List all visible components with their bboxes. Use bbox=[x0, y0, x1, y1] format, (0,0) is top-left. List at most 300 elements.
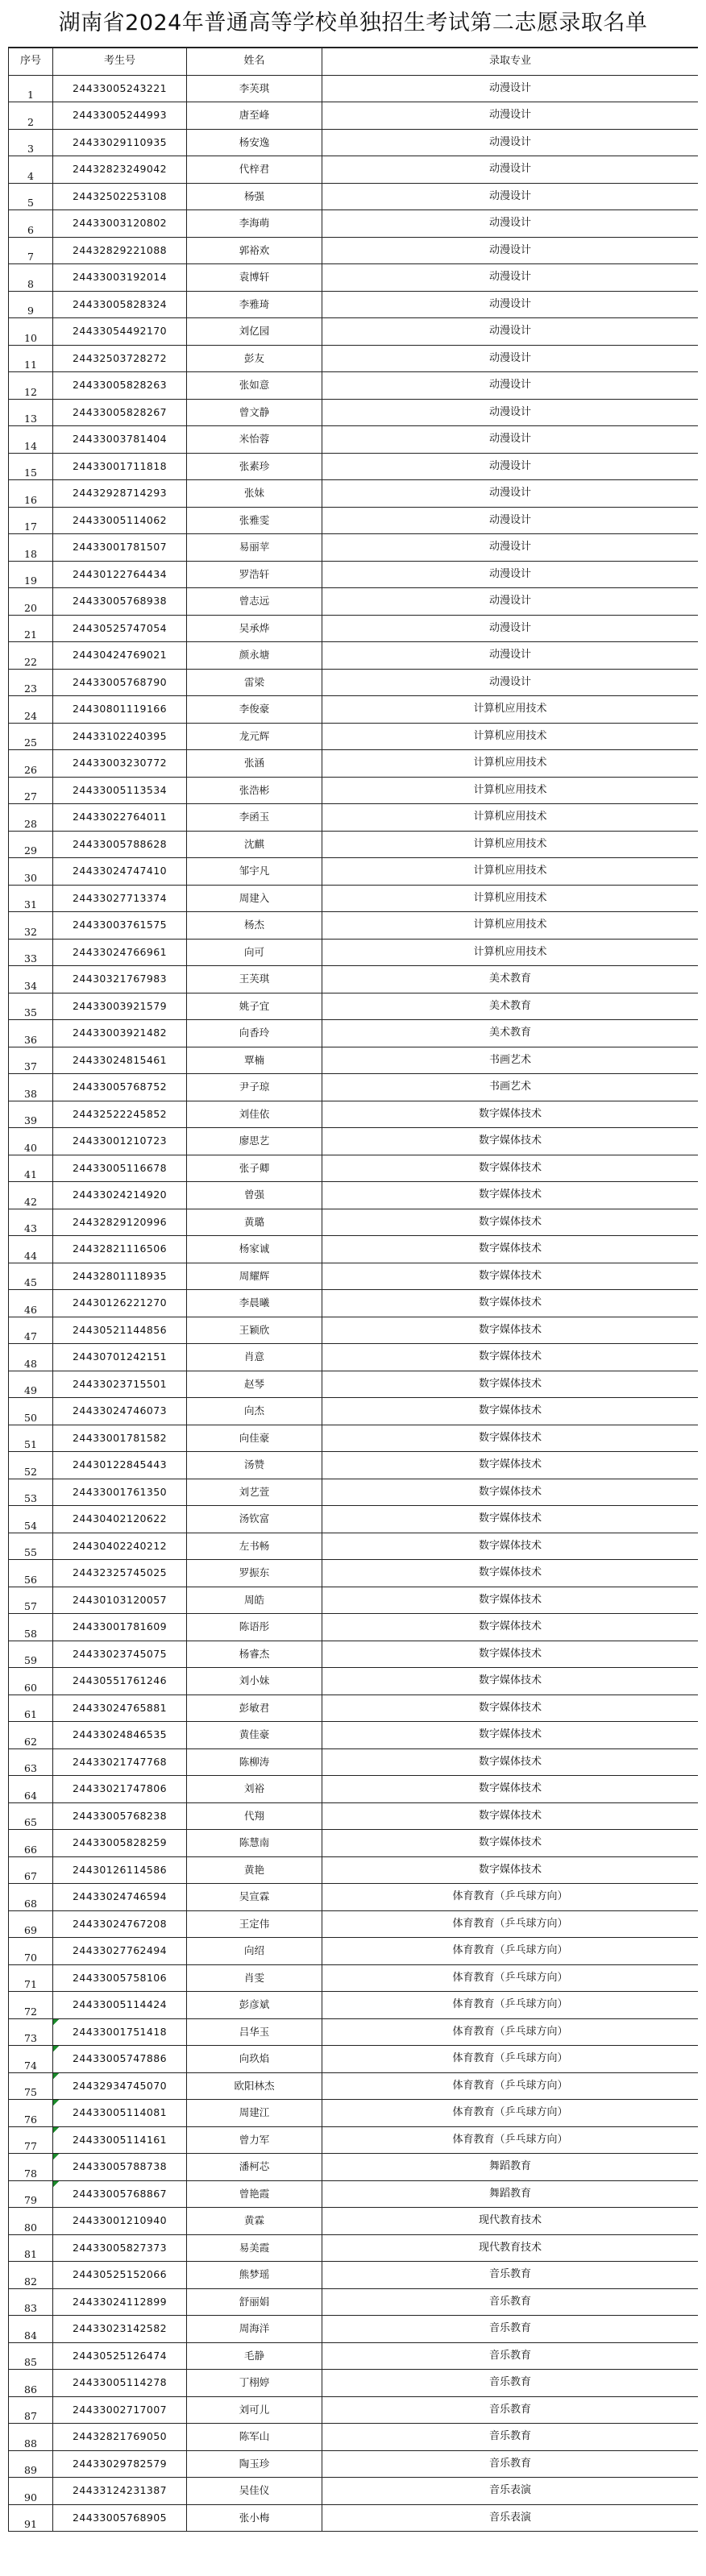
exam-id-cell: 24430424769021 bbox=[53, 642, 187, 670]
row-number-cell: 2 bbox=[9, 102, 53, 130]
exam-id-cell: 24433023745075 bbox=[53, 1641, 187, 1668]
exam-id-cell: 24430801119166 bbox=[53, 696, 187, 724]
student-name-cell: 易丽苹 bbox=[187, 534, 322, 562]
student-name-cell: 陈语彤 bbox=[187, 1614, 322, 1641]
row-number-cell: 1 bbox=[9, 75, 53, 102]
major-cell: 计算机应用技术 bbox=[322, 750, 699, 778]
exam-id-cell: 24433005116678 bbox=[53, 1155, 187, 1182]
table-row bbox=[9, 291, 699, 318]
exam-id-cell: 24433001781507 bbox=[53, 534, 187, 562]
major-cell: 动漫设计 bbox=[322, 480, 699, 508]
student-name-cell: 廖思艺 bbox=[187, 1128, 322, 1155]
student-name-cell: 李函玉 bbox=[187, 804, 322, 832]
student-name-cell: 杨睿杰 bbox=[187, 1641, 322, 1668]
row-number-cell: 33 bbox=[9, 939, 53, 966]
exam-id-cell: 24433024846535 bbox=[53, 1722, 187, 1749]
major-cell: 数字媒体技术 bbox=[322, 1830, 699, 1857]
major-cell: 数字媒体技术 bbox=[322, 1560, 699, 1587]
major-cell: 书画艺术 bbox=[322, 1047, 699, 1074]
table-row bbox=[9, 723, 699, 750]
row-number-cell: 53 bbox=[9, 1479, 53, 1506]
student-name-cell: 杨强 bbox=[187, 183, 322, 210]
exam-id-cell: 24433124231387 bbox=[53, 2478, 187, 2505]
major-cell: 数字媒体技术 bbox=[322, 1344, 699, 1371]
row-number-cell: 14 bbox=[9, 426, 53, 454]
exam-id-cell: 24433029782579 bbox=[53, 2450, 187, 2478]
table-row bbox=[9, 831, 699, 858]
major-cell: 现代教育技术 bbox=[322, 2234, 699, 2262]
major-cell: 计算机应用技术 bbox=[322, 696, 699, 724]
table-row bbox=[9, 1587, 699, 1614]
exam-id-cell: 24433002717007 bbox=[53, 2396, 187, 2424]
row-number-cell: 86 bbox=[9, 2370, 53, 2397]
row-number-cell: 69 bbox=[9, 1910, 53, 1938]
student-name-cell: 姚子宜 bbox=[187, 993, 322, 1020]
student-name-cell: 陈慧南 bbox=[187, 1830, 322, 1857]
row-number-cell: 85 bbox=[9, 2342, 53, 2370]
exam-id-cell: 24432821116506 bbox=[53, 1236, 187, 1263]
table-row bbox=[9, 1317, 699, 1344]
major-cell: 动漫设计 bbox=[322, 507, 699, 534]
table-row bbox=[9, 1047, 699, 1074]
student-name-cell: 刘小妹 bbox=[187, 1668, 322, 1695]
major-cell: 计算机应用技术 bbox=[322, 831, 699, 858]
exam-id-cell: 24433003120802 bbox=[53, 210, 187, 238]
major-cell: 动漫设计 bbox=[322, 129, 699, 156]
table-row bbox=[9, 1398, 699, 1425]
row-number-cell: 79 bbox=[9, 2180, 53, 2208]
row-number-cell: 91 bbox=[9, 2504, 53, 2532]
table-row bbox=[9, 1910, 699, 1938]
row-number-cell: 40 bbox=[9, 1128, 53, 1155]
student-name-cell: 彭敏君 bbox=[187, 1695, 322, 1722]
row-number-cell: 47 bbox=[9, 1317, 53, 1344]
table-row bbox=[9, 1722, 699, 1749]
major-cell: 动漫设计 bbox=[322, 345, 699, 372]
exam-id-cell: 24430525747054 bbox=[53, 615, 187, 642]
exam-id-cell: 24433029110935 bbox=[53, 129, 187, 156]
table-row bbox=[9, 993, 699, 1020]
row-number-cell: 75 bbox=[9, 2072, 53, 2100]
row-number-cell: 50 bbox=[9, 1398, 53, 1425]
exam-id-cell: 24430701242151 bbox=[53, 1344, 187, 1371]
row-number-cell: 62 bbox=[9, 1722, 53, 1749]
exam-id-cell: 24433005747886 bbox=[53, 2046, 187, 2073]
exam-id-cell: 24433001761350 bbox=[53, 1479, 187, 1506]
row-number-cell: 31 bbox=[9, 885, 53, 912]
exam-id-cell: 24433024746594 bbox=[53, 1884, 187, 1911]
row-number-cell: 16 bbox=[9, 480, 53, 508]
student-name-cell: 张雅雯 bbox=[187, 507, 322, 534]
row-number-cell: 5 bbox=[9, 183, 53, 210]
student-name-cell: 杨杰 bbox=[187, 912, 322, 940]
student-name-cell: 丁栩婷 bbox=[187, 2370, 322, 2397]
table-row bbox=[9, 2316, 699, 2343]
table-row bbox=[9, 588, 699, 616]
student-name-cell: 曾文静 bbox=[187, 399, 322, 426]
exam-id-cell: 24430525126474 bbox=[53, 2342, 187, 2370]
row-number-cell: 4 bbox=[9, 156, 53, 184]
major-cell: 数字媒体技术 bbox=[322, 1263, 699, 1290]
table-row bbox=[9, 1209, 699, 1236]
exam-id-cell: 24433024767208 bbox=[53, 1910, 187, 1938]
row-number-cell: 67 bbox=[9, 1856, 53, 1884]
student-name-cell: 黄佳豪 bbox=[187, 1722, 322, 1749]
exam-id-cell: 24433005768752 bbox=[53, 1074, 187, 1101]
major-cell: 数字媒体技术 bbox=[322, 1425, 699, 1452]
table-row bbox=[9, 1938, 699, 1965]
row-number-cell: 43 bbox=[9, 1209, 53, 1236]
major-cell: 数字媒体技术 bbox=[322, 1722, 699, 1749]
table-row bbox=[9, 426, 699, 454]
table-row bbox=[9, 210, 699, 238]
major-cell: 动漫设计 bbox=[322, 669, 699, 696]
table-row bbox=[9, 129, 699, 156]
major-cell: 动漫设计 bbox=[322, 615, 699, 642]
table-row bbox=[9, 615, 699, 642]
row-number-cell: 3 bbox=[9, 129, 53, 156]
exam-id-cell: 24433024112899 bbox=[53, 2288, 187, 2316]
row-number-cell: 6 bbox=[9, 210, 53, 238]
admission-table bbox=[8, 48, 698, 2532]
table-header bbox=[9, 48, 699, 76]
row-number-cell: 19 bbox=[9, 561, 53, 588]
row-number-cell: 59 bbox=[9, 1641, 53, 1668]
student-name-cell: 邹宇凡 bbox=[187, 858, 322, 886]
exam-id-cell: 24432821769050 bbox=[53, 2424, 187, 2451]
exam-id-cell: 24433003921482 bbox=[53, 1020, 187, 1047]
exam-id-cell: 24433024214920 bbox=[53, 1182, 187, 1209]
major-cell: 动漫设计 bbox=[322, 561, 699, 588]
header-cell-major: 录取专业 bbox=[322, 48, 699, 76]
major-cell: 体育教育（乒乓球方向） bbox=[322, 2126, 699, 2154]
table-row bbox=[9, 750, 699, 778]
row-number-cell: 11 bbox=[9, 345, 53, 372]
major-cell: 数字媒体技术 bbox=[322, 1290, 699, 1317]
row-number-cell: 10 bbox=[9, 318, 53, 346]
exam-id-cell: 24433001751418 bbox=[53, 2018, 187, 2046]
row-number-cell: 89 bbox=[9, 2450, 53, 2478]
student-name-cell: 龙元辉 bbox=[187, 723, 322, 750]
major-cell: 数字媒体技术 bbox=[322, 1452, 699, 1479]
row-number-cell: 60 bbox=[9, 1668, 53, 1695]
exam-id-cell: 24433001210940 bbox=[53, 2208, 187, 2235]
student-name-cell: 向可 bbox=[187, 939, 322, 966]
exam-id-cell: 24433024815461 bbox=[53, 1047, 187, 1074]
major-cell: 数字媒体技术 bbox=[322, 1398, 699, 1425]
row-number-cell: 32 bbox=[9, 912, 53, 940]
exam-id-cell: 24430122845443 bbox=[53, 1452, 187, 1479]
row-number-cell: 17 bbox=[9, 507, 53, 534]
exam-id-cell: 24433005827373 bbox=[53, 2234, 187, 2262]
student-name-cell: 刘艺萱 bbox=[187, 1479, 322, 1506]
row-number-cell: 38 bbox=[9, 1074, 53, 1101]
table-row bbox=[9, 1964, 699, 1992]
table-row bbox=[9, 534, 699, 562]
student-name-cell: 陈柳涛 bbox=[187, 1748, 322, 1776]
table-row bbox=[9, 1668, 699, 1695]
student-name-cell: 周皓 bbox=[187, 1587, 322, 1614]
row-number-cell: 71 bbox=[9, 1964, 53, 1992]
exam-id-cell: 24433003761575 bbox=[53, 912, 187, 940]
exam-id-cell: 24433005114062 bbox=[53, 507, 187, 534]
table-row bbox=[9, 183, 699, 210]
major-cell: 体育教育（乒乓球方向） bbox=[322, 2072, 699, 2100]
major-cell: 音乐教育 bbox=[322, 2262, 699, 2289]
row-number-cell: 55 bbox=[9, 1533, 53, 1560]
major-cell: 动漫设计 bbox=[322, 399, 699, 426]
table-row bbox=[9, 1614, 699, 1641]
table-row bbox=[9, 1802, 699, 1830]
student-name-cell: 郭裕欢 bbox=[187, 237, 322, 264]
student-name-cell: 左书畅 bbox=[187, 1533, 322, 1560]
row-number-cell: 81 bbox=[9, 2234, 53, 2262]
student-name-cell: 陈军山 bbox=[187, 2424, 322, 2451]
major-cell: 音乐表演 bbox=[322, 2504, 699, 2532]
student-name-cell: 舒丽娟 bbox=[187, 2288, 322, 2316]
row-number-cell: 77 bbox=[9, 2126, 53, 2154]
row-number-cell: 90 bbox=[9, 2478, 53, 2505]
major-cell: 动漫设计 bbox=[322, 237, 699, 264]
exam-id-cell: 24430525152066 bbox=[53, 2262, 187, 2289]
table-row bbox=[9, 2288, 699, 2316]
exam-id-cell: 24433024765881 bbox=[53, 1695, 187, 1722]
table-row bbox=[9, 885, 699, 912]
major-cell: 数字媒体技术 bbox=[322, 1128, 699, 1155]
major-cell: 数字媒体技术 bbox=[322, 1614, 699, 1641]
major-cell: 数字媒体技术 bbox=[322, 1641, 699, 1668]
exam-id-cell: 24433027713374 bbox=[53, 885, 187, 912]
student-name-cell: 周建入 bbox=[187, 885, 322, 912]
row-number-cell: 20 bbox=[9, 588, 53, 616]
row-number-cell: 37 bbox=[9, 1047, 53, 1074]
row-number-cell: 36 bbox=[9, 1020, 53, 1047]
table-row bbox=[9, 966, 699, 993]
student-name-cell: 代梓君 bbox=[187, 156, 322, 184]
table-row bbox=[9, 2450, 699, 2478]
student-name-cell: 吴佳仪 bbox=[187, 2478, 322, 2505]
major-cell: 美术教育 bbox=[322, 1020, 699, 1047]
row-number-cell: 70 bbox=[9, 1938, 53, 1965]
major-cell: 动漫设计 bbox=[322, 75, 699, 102]
major-cell: 动漫设计 bbox=[322, 642, 699, 670]
student-name-cell: 熊梦瑶 bbox=[187, 2262, 322, 2289]
table-row bbox=[9, 2342, 699, 2370]
student-name-cell: 毛静 bbox=[187, 2342, 322, 2370]
major-cell: 动漫设计 bbox=[322, 426, 699, 454]
row-number-cell: 80 bbox=[9, 2208, 53, 2235]
major-cell: 数字媒体技术 bbox=[322, 1668, 699, 1695]
row-number-cell: 45 bbox=[9, 1263, 53, 1290]
exam-id-cell: 24430402240212 bbox=[53, 1533, 187, 1560]
student-name-cell: 吕华玉 bbox=[187, 2018, 322, 2046]
student-name-cell: 向佳豪 bbox=[187, 1425, 322, 1452]
student-name-cell: 彭友 bbox=[187, 345, 322, 372]
major-cell: 数字媒体技术 bbox=[322, 1776, 699, 1803]
row-number-cell: 46 bbox=[9, 1290, 53, 1317]
major-cell: 美术教育 bbox=[322, 993, 699, 1020]
table-row bbox=[9, 2370, 699, 2397]
student-name-cell: 赵琴 bbox=[187, 1371, 322, 1398]
exam-id-cell: 24433021747806 bbox=[53, 1776, 187, 1803]
table-row bbox=[9, 2046, 699, 2073]
table-row bbox=[9, 912, 699, 940]
exam-id-cell: 24430551761246 bbox=[53, 1668, 187, 1695]
major-cell: 数字媒体技术 bbox=[322, 1155, 699, 1182]
exam-id-cell: 24433023715501 bbox=[53, 1371, 187, 1398]
table-row bbox=[9, 1344, 699, 1371]
row-number-cell: 65 bbox=[9, 1802, 53, 1830]
major-cell: 动漫设计 bbox=[322, 318, 699, 346]
exam-id-cell: 24432522245852 bbox=[53, 1101, 187, 1128]
table-row bbox=[9, 1479, 699, 1506]
table-row bbox=[9, 399, 699, 426]
table-row bbox=[9, 2154, 699, 2181]
exam-id-cell: 24433005114081 bbox=[53, 2100, 187, 2127]
student-name-cell: 彭彦斌 bbox=[187, 1992, 322, 2019]
exam-id-cell: 24433005828263 bbox=[53, 372, 187, 400]
table-row bbox=[9, 1992, 699, 2019]
table-row bbox=[9, 2208, 699, 2235]
row-number-cell: 57 bbox=[9, 1587, 53, 1614]
student-name-cell: 罗浩轩 bbox=[187, 561, 322, 588]
major-cell: 音乐教育 bbox=[322, 2288, 699, 2316]
student-name-cell: 李俊豪 bbox=[187, 696, 322, 724]
student-name-cell: 汤钦富 bbox=[187, 1506, 322, 1533]
table-row bbox=[9, 1452, 699, 1479]
table-row bbox=[9, 1128, 699, 1155]
student-name-cell: 向杰 bbox=[187, 1398, 322, 1425]
exam-id-cell: 24433003230772 bbox=[53, 750, 187, 778]
exam-id-cell: 24433005113534 bbox=[53, 777, 187, 804]
student-name-cell: 刘佳依 bbox=[187, 1101, 322, 1128]
table-row bbox=[9, 318, 699, 346]
row-number-cell: 42 bbox=[9, 1182, 53, 1209]
table-row bbox=[9, 1830, 699, 1857]
exam-id-cell: 24433001711818 bbox=[53, 453, 187, 480]
row-number-cell: 87 bbox=[9, 2396, 53, 2424]
table-row bbox=[9, 1695, 699, 1722]
major-cell: 计算机应用技术 bbox=[322, 885, 699, 912]
exam-id-cell: 24433001210723 bbox=[53, 1128, 187, 1155]
student-name-cell: 覃楠 bbox=[187, 1047, 322, 1074]
table-row bbox=[9, 642, 699, 670]
major-cell: 数字媒体技术 bbox=[322, 1695, 699, 1722]
row-number-cell: 56 bbox=[9, 1560, 53, 1587]
major-cell: 音乐教育 bbox=[322, 2396, 699, 2424]
major-cell: 音乐教育 bbox=[322, 2424, 699, 2451]
exam-id-cell: 24432928714293 bbox=[53, 480, 187, 508]
student-name-cell: 曾艳霞 bbox=[187, 2180, 322, 2208]
row-number-cell: 52 bbox=[9, 1452, 53, 1479]
row-number-cell: 66 bbox=[9, 1830, 53, 1857]
row-number-cell: 22 bbox=[9, 642, 53, 670]
exam-id-cell: 24433001781609 bbox=[53, 1614, 187, 1641]
major-cell: 数字媒体技术 bbox=[322, 1101, 699, 1128]
row-number-cell: 51 bbox=[9, 1425, 53, 1452]
table-row bbox=[9, 345, 699, 372]
table-row bbox=[9, 1884, 699, 1911]
page-title: 湖南省2024年普通高等学校单独招生考试第二志愿录取名单 bbox=[58, 10, 648, 35]
table-row bbox=[9, 1641, 699, 1668]
student-name-cell: 刘裕 bbox=[187, 1776, 322, 1803]
student-name-cell: 黄艳 bbox=[187, 1856, 322, 1884]
exam-id-cell: 24433005244993 bbox=[53, 102, 187, 130]
table-row bbox=[9, 1506, 699, 1533]
exam-id-cell: 24433005828267 bbox=[53, 399, 187, 426]
exam-id-cell: 24433022764011 bbox=[53, 804, 187, 832]
exam-id-cell: 24433005114278 bbox=[53, 2370, 187, 2397]
row-number-cell: 76 bbox=[9, 2100, 53, 2127]
header-cell-id: 考生号 bbox=[53, 48, 187, 76]
admission-table-container bbox=[8, 47, 698, 2565]
student-name-cell: 颜永塘 bbox=[187, 642, 322, 670]
major-cell: 动漫设计 bbox=[322, 291, 699, 318]
exam-id-cell: 24433005828259 bbox=[53, 1830, 187, 1857]
student-name-cell: 唐至峰 bbox=[187, 102, 322, 130]
row-number-cell: 7 bbox=[9, 237, 53, 264]
major-cell: 动漫设计 bbox=[322, 210, 699, 238]
student-name-cell: 李芙琪 bbox=[187, 75, 322, 102]
major-cell: 动漫设计 bbox=[322, 102, 699, 130]
major-cell: 书画艺术 bbox=[322, 1074, 699, 1101]
exam-id-cell: 24433001781582 bbox=[53, 1425, 187, 1452]
major-cell: 动漫设计 bbox=[322, 453, 699, 480]
table-row bbox=[9, 2072, 699, 2100]
student-name-cell: 肖意 bbox=[187, 1344, 322, 1371]
row-number-cell: 88 bbox=[9, 2424, 53, 2451]
table-row bbox=[9, 2100, 699, 2127]
row-number-cell: 28 bbox=[9, 804, 53, 832]
table-row bbox=[9, 2018, 699, 2046]
exam-id-cell: 24433003921579 bbox=[53, 993, 187, 1020]
row-number-cell: 48 bbox=[9, 1344, 53, 1371]
table-row bbox=[9, 939, 699, 966]
table-row bbox=[9, 2234, 699, 2262]
major-cell: 数字媒体技术 bbox=[322, 1479, 699, 1506]
table-row bbox=[9, 75, 699, 102]
student-name-cell: 杨安逸 bbox=[187, 129, 322, 156]
student-name-cell: 欧阳林杰 bbox=[187, 2072, 322, 2100]
table-row bbox=[9, 372, 699, 400]
exam-id-cell: 24432502253108 bbox=[53, 183, 187, 210]
student-name-cell: 罗振东 bbox=[187, 1560, 322, 1587]
table-row bbox=[9, 1101, 699, 1128]
student-name-cell: 陶玉珍 bbox=[187, 2450, 322, 2478]
table-row bbox=[9, 1425, 699, 1452]
row-number-cell: 68 bbox=[9, 1884, 53, 1911]
exam-id-cell: 24433005788628 bbox=[53, 831, 187, 858]
exam-id-cell: 24430126221270 bbox=[53, 1290, 187, 1317]
student-name-cell: 李晨曦 bbox=[187, 1290, 322, 1317]
major-cell: 动漫设计 bbox=[322, 156, 699, 184]
exam-id-cell: 24430321767983 bbox=[53, 966, 187, 993]
student-name-cell: 王芙琪 bbox=[187, 966, 322, 993]
table-row bbox=[9, 237, 699, 264]
student-name-cell: 尹子琼 bbox=[187, 1074, 322, 1101]
row-number-cell: 61 bbox=[9, 1695, 53, 1722]
student-name-cell: 张涵 bbox=[187, 750, 322, 778]
table-row bbox=[9, 1371, 699, 1398]
exam-id-cell: 24433102240395 bbox=[53, 723, 187, 750]
student-name-cell: 周海洋 bbox=[187, 2316, 322, 2343]
table-row bbox=[9, 858, 699, 886]
row-number-cell: 78 bbox=[9, 2154, 53, 2181]
student-name-cell: 向香玲 bbox=[187, 1020, 322, 1047]
student-name-cell: 王颖欣 bbox=[187, 1317, 322, 1344]
row-number-cell: 41 bbox=[9, 1155, 53, 1182]
table-body bbox=[9, 75, 699, 2532]
